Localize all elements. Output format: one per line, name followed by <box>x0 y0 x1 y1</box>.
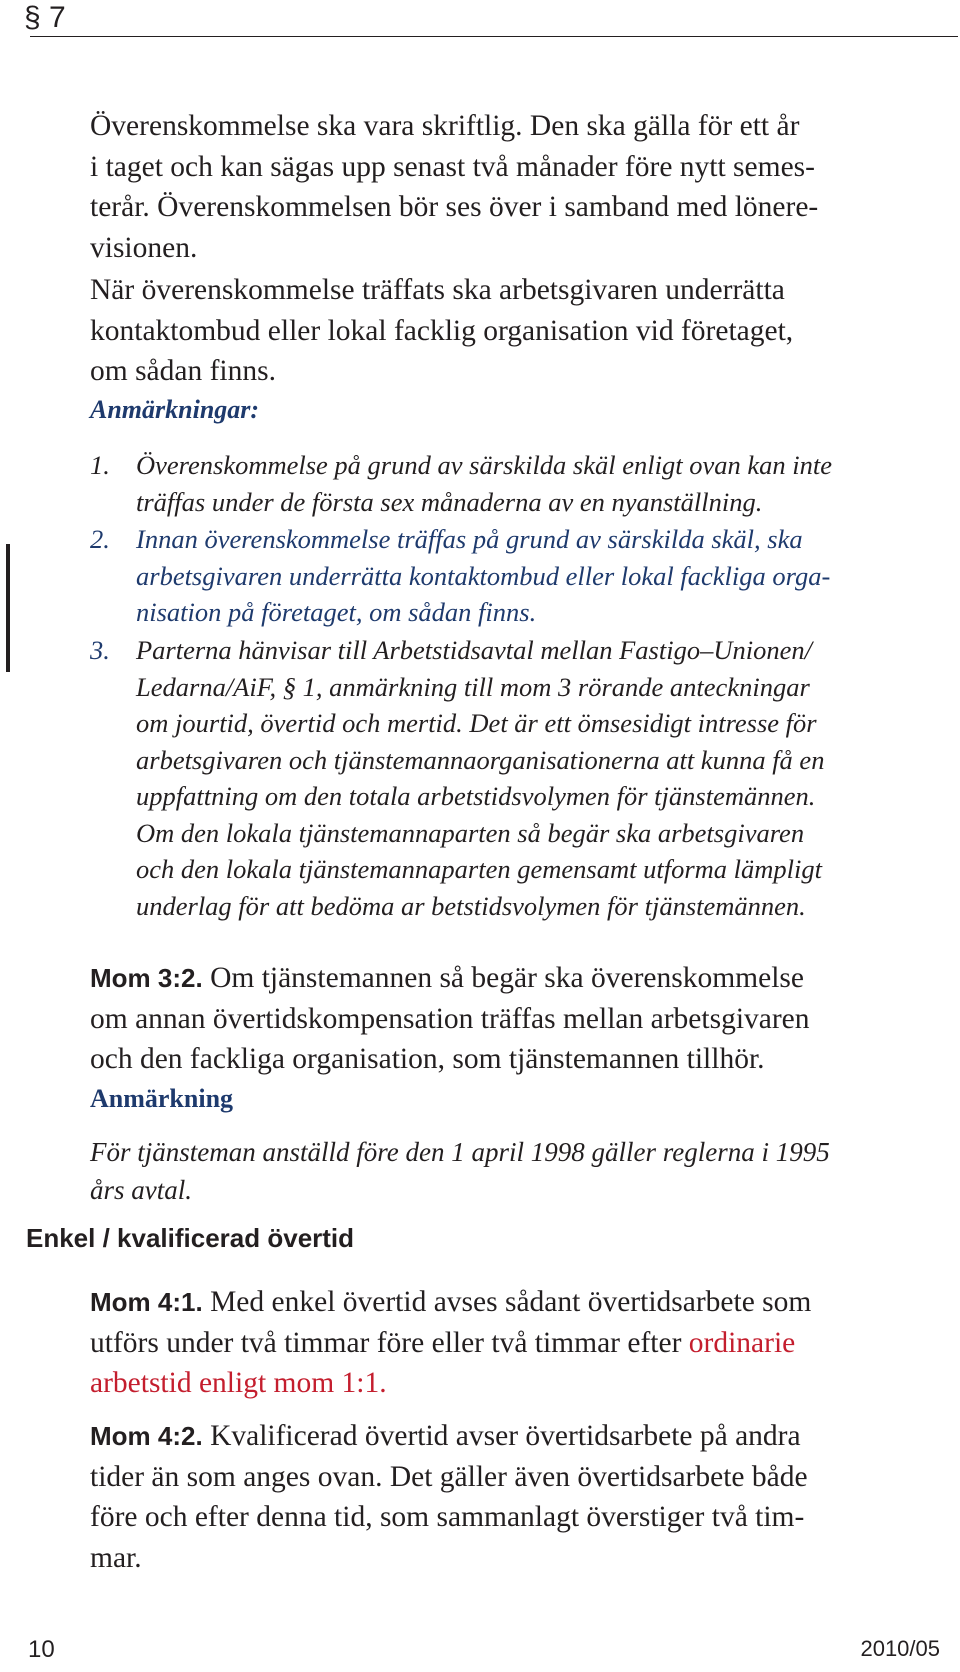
mom-4-2 <box>90 1416 808 1578</box>
text-line: arbetsgivaren underrätta kontaktombud eller lokal fackliga orga- <box>136 560 831 591</box>
text-line: om sådan finns. <box>90 355 276 387</box>
header-rule <box>30 36 958 37</box>
text-line: om annan övertidskompensation träffas mellan arbetsgivaren <box>90 1002 810 1035</box>
text-line: mar. <box>90 1541 142 1574</box>
paragraph-agreement <box>90 106 818 268</box>
change-bar <box>6 544 10 672</box>
text-line: kontaktombud eller lokal facklig organisation vid företaget, <box>90 314 794 347</box>
mom-label: Mom 3:2. <box>90 963 203 993</box>
note-1 <box>90 447 832 520</box>
note-number: 3. <box>90 635 110 665</box>
text-line <box>90 958 810 999</box>
text-fragment: Med enkel övertid avses sådant övertidsarbete som <box>202 1286 812 1318</box>
text-line: När överenskommelse träffats ska arbetsgivaren underrätta <box>90 274 785 306</box>
text-line: arbetsgivaren och tjänstemannaorganisationerna att kunna få en <box>136 744 825 775</box>
note-text <box>90 1133 830 1209</box>
text-line: För tjänsteman anställd före den 1 april 1998 gäller reglerna i 1995 <box>90 1137 830 1167</box>
text-line: före och efter denna tid, som sammanlagt överstiger två tim- <box>90 1501 805 1533</box>
text-line: Överenskommelse ska vara skriftlig. Den ska gälla för ett år <box>90 110 800 142</box>
text-line: Ledarna/AiF, § 1, anmärkning till mom 3 rörande anteckningar <box>136 671 810 702</box>
text-line: underlag för att bedöma ar betstidsvolymen för tjänstemännen. <box>136 890 806 921</box>
text-fragment: Om tjänstemannen så begär ska överenskommelse <box>202 962 804 994</box>
text-line: träffas under de första sex månaderna av en nyanställning. <box>136 486 763 517</box>
note-number: 1. <box>90 450 110 480</box>
mom-label: Mom 4:1. <box>90 1287 203 1317</box>
note-3 <box>90 632 825 924</box>
text-line: Överenskommelse på grund av särskilda skäl enligt ovan kan inte <box>136 450 832 480</box>
changed-text: ordinarie <box>688 1326 796 1359</box>
mom-label: Mom 4:2. <box>90 1421 203 1451</box>
changed-text: arbetstid enligt mom 1:1. <box>90 1367 387 1399</box>
text-line: Parterna hänvisar till Arbetstidsavtal mellan Fastigo–Unionen/ <box>136 635 812 665</box>
text-fragment: utförs under två timmar före eller två timmar efter <box>90 1326 689 1359</box>
section-heading: Enkel / kvalificerad övertid <box>26 1223 355 1253</box>
note-2 <box>90 521 831 631</box>
text-line: visionen. <box>90 231 198 264</box>
note-number: 2. <box>90 524 110 554</box>
mom-3-2 <box>90 958 810 1080</box>
mom-4-1 <box>90 1282 811 1404</box>
text-line: i taget och kan sägas upp senast två månader före nytt semes- <box>90 150 815 183</box>
footer-date: 2010/05 <box>860 1636 940 1661</box>
text-line <box>90 1282 811 1323</box>
text-line: uppfattning om den totala arbetstidsvolymen för tjänstemännen. <box>136 781 816 811</box>
text-line: Om den lokala tjänstemannaparten så begär ska arbetsgivaren <box>136 817 805 848</box>
notes-heading: Anmärkningar: <box>90 395 260 424</box>
text-line: nisation på företaget, om sådan finns. <box>136 597 537 627</box>
paragraph-notify <box>90 270 793 392</box>
note-heading: Anmärkning <box>90 1084 234 1113</box>
text-line: om jourtid, övertid och mertid. Det är ett ömsesidigt intresse för <box>136 708 817 738</box>
text-line: års avtal. <box>90 1175 193 1205</box>
text-line <box>90 1416 808 1457</box>
text-line: och den fackliga organisation, som tjänstemannen tillhör. <box>90 1043 765 1075</box>
text-fragment: Kvalificerad övertid avser övertidsarbete på andra <box>202 1420 801 1452</box>
text-line: tider än som anges ovan. Det gäller även övertidsarbete både <box>90 1460 808 1493</box>
section-mark: § 7 <box>24 1 66 34</box>
text-line: och den lokala tjänstemannaparten gemensamt utforma lämpligt <box>136 854 822 884</box>
text-line <box>90 1323 811 1364</box>
text-line: terår. Överenskommelsen bör ses över i samband med lönere- <box>90 191 819 223</box>
text-line: Innan överenskommelse träffas på grund av särskilda skäl, ska <box>136 524 803 554</box>
page-number: 10 <box>28 1636 55 1663</box>
